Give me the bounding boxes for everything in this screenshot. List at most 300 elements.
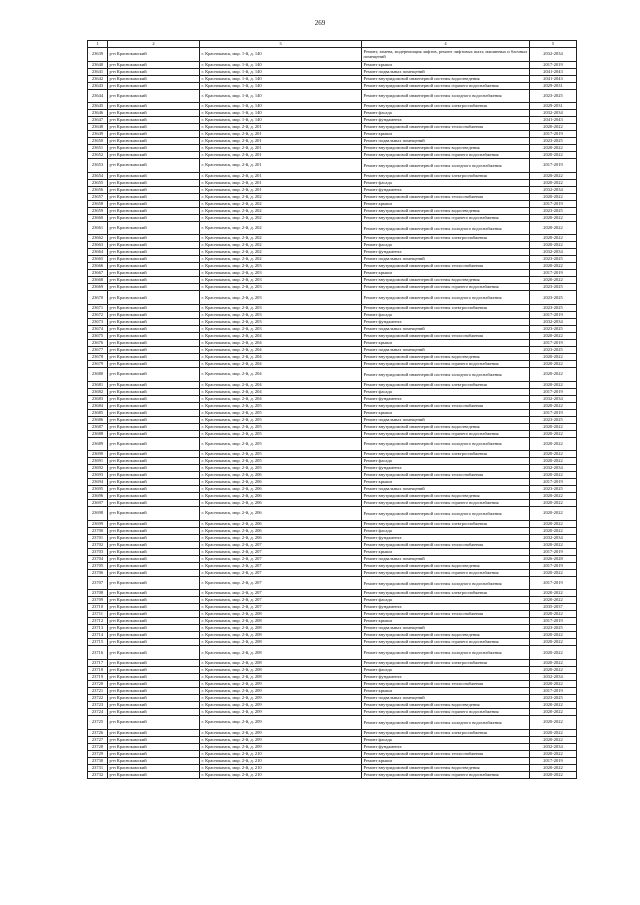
table-row bbox=[88, 541, 577, 548]
address-cell: г. Краснокамск, мкр. 2-й, д. 202 bbox=[200, 221, 362, 235]
table-row bbox=[88, 339, 577, 346]
address-cell: г. Краснокамск, мкр. 2-й, д. 203 bbox=[200, 263, 362, 270]
address-cell: г. Краснокамск, мкр. 2-й, д. 208 bbox=[200, 625, 362, 632]
address-cell: г. Краснокамск, мкр. 2-й, д. 205 bbox=[200, 465, 362, 472]
address-cell: г. Краснокамск, мкр. 2-й, д. 204 bbox=[200, 381, 362, 388]
address-cell: г. Краснокамск, мкр. 2-й, д. 209 bbox=[200, 680, 362, 687]
table-row bbox=[88, 576, 577, 590]
address-cell: г. Краснокамск, мкр. 2-й, д. 207 bbox=[200, 590, 362, 597]
page-number: 269 bbox=[314, 19, 326, 27]
work-type-cell: Ремонт внутридомовой инженерной системы водоотведения bbox=[362, 764, 530, 771]
district-cell: р-н Краснокамский bbox=[108, 242, 200, 249]
district-cell: р-н Краснокамский bbox=[108, 736, 200, 743]
period-cell: 2020-2022 bbox=[530, 172, 577, 179]
work-type-cell: Ремонт внутридомовой инженерной системы горячего водоснабжения bbox=[362, 708, 530, 715]
address-cell: г. Краснокамск, мкр. 2-й, д. 206 bbox=[200, 472, 362, 479]
district-cell: р-н Краснокамский bbox=[108, 437, 200, 451]
table-row bbox=[88, 708, 577, 715]
table-row bbox=[88, 117, 577, 124]
row-id: 23683 bbox=[88, 395, 108, 402]
table-row bbox=[88, 604, 577, 611]
district-cell: р-н Краснокамский bbox=[108, 534, 200, 541]
work-type-cell: Ремонт фасада bbox=[362, 110, 530, 117]
address-cell: г. Краснокамск, мкр. 2-й, д. 205 bbox=[200, 416, 362, 423]
period-cell: 2020-2022 bbox=[530, 611, 577, 618]
address-cell: г. Краснокамск, мкр. 2-й, д. 204 bbox=[200, 332, 362, 339]
period-cell: 2020-2022 bbox=[530, 729, 577, 736]
row-id: 23694 bbox=[88, 479, 108, 486]
district-cell: р-н Краснокамский bbox=[108, 729, 200, 736]
work-type-cell: Ремонт внутридомовой инженерной системы электроснабжения bbox=[362, 103, 530, 110]
period-cell: 2017-2019 bbox=[530, 757, 577, 764]
district-cell: р-н Краснокамский bbox=[108, 715, 200, 729]
district-cell: р-н Краснокамский bbox=[108, 103, 200, 110]
address-cell: г. Краснокамск, мкр. 2-й, д. 208 bbox=[200, 632, 362, 639]
district-cell: р-н Краснокамский bbox=[108, 409, 200, 416]
table-row bbox=[88, 618, 577, 625]
work-type-cell: Ремонт внутридомовой инженерной системы электроснабжения bbox=[362, 304, 530, 311]
table-row bbox=[88, 507, 577, 521]
address-cell: г. Краснокамск, мкр. 1-й, д. 140 bbox=[200, 103, 362, 110]
district-cell: р-н Краснокамский bbox=[108, 694, 200, 701]
period-cell: 2020-2022 bbox=[530, 569, 577, 576]
period-cell: 2023-2025 bbox=[530, 291, 577, 305]
district-cell: р-н Краснокамский bbox=[108, 346, 200, 353]
period-cell: 2020-2022 bbox=[530, 423, 577, 430]
work-type-cell: Ремонт фундамента bbox=[362, 249, 530, 256]
address-cell: г. Краснокамск, мкр. 2-й, д. 201 bbox=[200, 152, 362, 159]
period-cell: 2020-2022 bbox=[530, 659, 577, 666]
address-cell: г. Краснокамск, мкр. 2-й, д. 201 bbox=[200, 124, 362, 131]
district-cell: р-н Краснокамский bbox=[108, 263, 200, 270]
row-id: 23726 bbox=[88, 729, 108, 736]
table-row bbox=[88, 694, 577, 701]
address-cell: г. Краснокамск, мкр. 2-й, д. 209 bbox=[200, 729, 362, 736]
work-type-cell: Ремонт подвальных помещений bbox=[362, 325, 530, 332]
row-id: 23680 bbox=[88, 367, 108, 381]
address-cell: г. Краснокамск, мкр. 2-й, д. 206 bbox=[200, 527, 362, 534]
address-cell: г. Краснокамск, мкр. 2-й, д. 205 bbox=[200, 458, 362, 465]
table-row bbox=[88, 353, 577, 360]
district-cell: р-н Краснокамский bbox=[108, 353, 200, 360]
address-cell: г. Краснокамск, мкр. 2-й, д. 208 bbox=[200, 659, 362, 666]
work-type-cell: Ремонт внутридомовой инженерной системы холодного водоснабжения bbox=[362, 367, 530, 381]
period-cell: 2017-2019 bbox=[530, 131, 577, 138]
address-cell: г. Краснокамск, мкр. 2-й, д. 208 bbox=[200, 611, 362, 618]
table-row bbox=[88, 590, 577, 597]
period-cell: 2017-2019 bbox=[530, 618, 577, 625]
district-cell: р-н Краснокамский bbox=[108, 339, 200, 346]
row-id: 23666 bbox=[88, 263, 108, 270]
address-cell: г. Краснокамск, мкр. 2-й, д. 205 bbox=[200, 430, 362, 437]
row-id: 23711 bbox=[88, 611, 108, 618]
period-cell: 2041-2043 bbox=[530, 68, 577, 75]
row-id: 23706 bbox=[88, 569, 108, 576]
table-row bbox=[88, 729, 577, 736]
period-cell: 2032-2034 bbox=[530, 48, 577, 62]
row-id: 23642 bbox=[88, 75, 108, 82]
work-type-cell: Ремонт фундамента bbox=[362, 395, 530, 402]
district-cell: р-н Краснокамский bbox=[108, 381, 200, 388]
row-id: 23679 bbox=[88, 360, 108, 367]
work-type-cell: Ремонт внутридомовой инженерной системы холодного водоснабжения bbox=[362, 89, 530, 103]
address-cell: г. Краснокамск, мкр. 2-й, д. 202 bbox=[200, 214, 362, 221]
district-cell: р-н Краснокамский bbox=[108, 249, 200, 256]
period-cell: 2020-2022 bbox=[530, 381, 577, 388]
work-type-cell: Ремонт крыши bbox=[362, 687, 530, 694]
district-cell: р-н Краснокамский bbox=[108, 625, 200, 632]
district-cell: р-н Краснокамский bbox=[108, 555, 200, 562]
address-cell: г. Краснокамск, мкр. 2-й, д. 201 bbox=[200, 131, 362, 138]
work-type-cell: Ремонт фасада bbox=[362, 527, 530, 534]
table-header bbox=[88, 41, 577, 48]
table-row bbox=[88, 715, 577, 729]
row-id: 23716 bbox=[88, 646, 108, 660]
address-cell: г. Краснокамск, мкр. 2-й, д. 208 bbox=[200, 646, 362, 660]
address-cell: г. Краснокамск, мкр. 2-й, д. 209 bbox=[200, 701, 362, 708]
work-type-cell: Ремонт подвальных помещений bbox=[362, 138, 530, 145]
work-type-cell: Ремонт фундамента bbox=[362, 534, 530, 541]
row-id: 23648 bbox=[88, 124, 108, 131]
work-type-cell: Ремонт внутридомовой инженерной системы теплоснабжения bbox=[362, 193, 530, 200]
address-cell: г. Краснокамск, мкр. 2-й, д. 207 bbox=[200, 562, 362, 569]
column-header: 3 bbox=[200, 41, 362, 48]
district-cell: р-н Краснокамский bbox=[108, 172, 200, 179]
row-id: 23667 bbox=[88, 270, 108, 277]
period-cell: 2020-2022 bbox=[530, 458, 577, 465]
row-id: 23645 bbox=[88, 103, 108, 110]
table-row bbox=[88, 68, 577, 75]
address-cell: г. Краснокамск, мкр. 2-й, д. 207 bbox=[200, 604, 362, 611]
district-cell: р-н Краснокамский bbox=[108, 590, 200, 597]
address-cell: г. Краснокамск, мкр. 2-й, д. 202 bbox=[200, 235, 362, 242]
row-id: 23697 bbox=[88, 500, 108, 507]
table-row bbox=[88, 159, 577, 173]
row-id: 23705 bbox=[88, 562, 108, 569]
row-id: 23644 bbox=[88, 89, 108, 103]
address-cell: г. Краснокамск, мкр. 2-й, д. 208 bbox=[200, 666, 362, 673]
work-type-cell: Ремонт крыши bbox=[362, 61, 530, 68]
period-cell: 2017-2019 bbox=[530, 339, 577, 346]
address-cell: г. Краснокамск, мкр. 2-й, д. 209 bbox=[200, 708, 362, 715]
district-cell: р-н Краснокамский bbox=[108, 507, 200, 521]
district-cell: р-н Краснокамский bbox=[108, 659, 200, 666]
table-row bbox=[88, 256, 577, 263]
row-id: 23659 bbox=[88, 207, 108, 214]
work-type-cell: Ремонт внутридомовой инженерной системы теплоснабжения bbox=[362, 263, 530, 270]
address-cell: г. Краснокамск, мкр. 1-й, д. 140 bbox=[200, 48, 362, 62]
work-type-cell: Ремонт внутридомовой инженерной системы водоотведения bbox=[362, 145, 530, 152]
period-cell: 2029-2031 bbox=[530, 103, 577, 110]
table-row bbox=[88, 597, 577, 604]
row-id: 23720 bbox=[88, 680, 108, 687]
period-cell: 2020-2022 bbox=[530, 402, 577, 409]
period-cell: 2023-2025 bbox=[530, 416, 577, 423]
work-type-cell: Ремонт фундамента bbox=[362, 318, 530, 325]
period-cell: 2026-2028 bbox=[530, 555, 577, 562]
district-cell: р-н Краснокамский bbox=[108, 604, 200, 611]
period-cell: 2020-2022 bbox=[530, 701, 577, 708]
period-cell: 2023-2025 bbox=[530, 325, 577, 332]
row-id: 23696 bbox=[88, 493, 108, 500]
work-type-cell: Ремонт фундамента bbox=[362, 673, 530, 680]
row-id: 23700 bbox=[88, 527, 108, 534]
row-id: 23724 bbox=[88, 708, 108, 715]
work-type-cell: Ремонт внутридомовой инженерной системы теплоснабжения bbox=[362, 402, 530, 409]
district-cell: р-н Краснокамский bbox=[108, 764, 200, 771]
district-cell: р-н Краснокамский bbox=[108, 687, 200, 694]
address-cell: г. Краснокамск, мкр. 2-й, д. 201 bbox=[200, 172, 362, 179]
period-cell: 2023-2025 bbox=[530, 256, 577, 263]
period-cell: 2032-2034 bbox=[530, 534, 577, 541]
row-id: 23641 bbox=[88, 68, 108, 75]
row-id: 23695 bbox=[88, 486, 108, 493]
work-type-cell: Ремонт внутридомовой инженерной системы электроснабжения bbox=[362, 590, 530, 597]
row-id: 23692 bbox=[88, 465, 108, 472]
work-type-cell: Ремонт подвальных помещений bbox=[362, 68, 530, 75]
address-cell: г. Краснокамск, мкр. 2-й, д. 209 bbox=[200, 694, 362, 701]
period-cell: 2020-2022 bbox=[530, 597, 577, 604]
district-cell: р-н Краснокамский bbox=[108, 367, 200, 381]
district-cell: р-н Краснокамский bbox=[108, 61, 200, 68]
address-cell: г. Краснокамск, мкр. 2-й, д. 204 bbox=[200, 339, 362, 346]
work-type-cell: Ремонт внутридомовой инженерной системы водоотведения bbox=[362, 75, 530, 82]
period-cell: 2032-2034 bbox=[530, 249, 577, 256]
work-type-cell: Ремонт внутридомовой инженерной системы теплоснабжения bbox=[362, 332, 530, 339]
row-id: 23718 bbox=[88, 666, 108, 673]
work-type-cell: Ремонт внутридомовой инженерной системы горячего водоснабжения bbox=[362, 771, 530, 778]
table-row bbox=[88, 131, 577, 138]
period-cell: 2017-2019 bbox=[530, 687, 577, 694]
district-cell: р-н Краснокамский bbox=[108, 666, 200, 673]
row-id: 23713 bbox=[88, 625, 108, 632]
address-cell: г. Краснокамск, мкр. 2-й, д. 203 bbox=[200, 311, 362, 318]
period-cell: 2020-2022 bbox=[530, 680, 577, 687]
row-id: 23707 bbox=[88, 576, 108, 590]
work-type-cell: Ремонт фасада bbox=[362, 311, 530, 318]
table-row bbox=[88, 666, 577, 673]
period-cell: 2023-2025 bbox=[530, 207, 577, 214]
district-cell: р-н Краснокамский bbox=[108, 332, 200, 339]
work-type-cell: Ремонт внутридомовой инженерной системы водоотведения bbox=[362, 277, 530, 284]
work-type-cell: Ремонт внутридомовой инженерной системы холодного водоснабжения bbox=[362, 576, 530, 590]
row-id: 23670 bbox=[88, 291, 108, 305]
period-cell: 2020-2022 bbox=[530, 507, 577, 521]
period-cell: 2020-2022 bbox=[530, 145, 577, 152]
table-row bbox=[88, 284, 577, 291]
district-cell: р-н Краснокамский bbox=[108, 423, 200, 430]
row-id: 23712 bbox=[88, 618, 108, 625]
period-cell: 2023-2025 bbox=[530, 625, 577, 632]
period-cell: 2020-2022 bbox=[530, 367, 577, 381]
period-cell: 2035-2037 bbox=[530, 604, 577, 611]
row-id: 23658 bbox=[88, 200, 108, 207]
address-cell: г. Краснокамск, мкр. 2-й, д. 207 bbox=[200, 569, 362, 576]
work-type-cell: Ремонт крыши bbox=[362, 409, 530, 416]
address-cell: г. Краснокамск, мкр. 2-й, д. 206 bbox=[200, 534, 362, 541]
table-row bbox=[88, 263, 577, 270]
work-type-cell: Ремонт фасада bbox=[362, 736, 530, 743]
address-cell: г. Краснокамск, мкр. 2-й, д. 206 bbox=[200, 520, 362, 527]
period-cell: 2020-2022 bbox=[530, 430, 577, 437]
address-cell: г. Краснокамск, мкр. 2-й, д. 201 bbox=[200, 179, 362, 186]
address-cell: г. Краснокамск, мкр. 2-й, д. 202 bbox=[200, 193, 362, 200]
work-type-cell: Ремонт фундамента bbox=[362, 186, 530, 193]
district-cell: р-н Краснокамский bbox=[108, 360, 200, 367]
table-row bbox=[88, 430, 577, 437]
table-row bbox=[88, 172, 577, 179]
work-type-cell: Ремонт фундамента bbox=[362, 743, 530, 750]
address-cell: г. Краснокамск, мкр. 2-й, д. 203 bbox=[200, 318, 362, 325]
row-id: 23688 bbox=[88, 430, 108, 437]
row-id: 23699 bbox=[88, 520, 108, 527]
district-cell: р-н Краснокамский bbox=[108, 569, 200, 576]
district-cell: р-н Краснокамский bbox=[108, 430, 200, 437]
district-cell: р-н Краснокамский bbox=[108, 48, 200, 62]
work-type-cell: Ремонт внутридомовой инженерной системы холодного водоснабжения bbox=[362, 159, 530, 173]
work-type-cell: Ремонт внутридомовой инженерной системы электроснабжения bbox=[362, 520, 530, 527]
work-type-cell: Ремонт фасада bbox=[362, 597, 530, 604]
work-type-cell: Ремонт крыши bbox=[362, 200, 530, 207]
address-cell: г. Краснокамск, мкр. 2-й, д. 206 bbox=[200, 500, 362, 507]
row-id: 23681 bbox=[88, 381, 108, 388]
work-type-cell: Ремонт подвальных помещений bbox=[362, 416, 530, 423]
table-body bbox=[88, 48, 577, 779]
period-cell: 2020-2022 bbox=[530, 493, 577, 500]
district-cell: р-н Краснокамский bbox=[108, 576, 200, 590]
address-cell: г. Краснокамск, мкр. 2-й, д. 206 bbox=[200, 507, 362, 521]
district-cell: р-н Краснокамский bbox=[108, 200, 200, 207]
work-type-cell: Ремонт фасада bbox=[362, 388, 530, 395]
work-type-cell: Ремонт внутридомовой инженерной системы теплоснабжения bbox=[362, 124, 530, 131]
row-id: 23709 bbox=[88, 597, 108, 604]
address-cell: г. Краснокамск, мкр. 2-й, д. 204 bbox=[200, 367, 362, 381]
period-cell: 2017-2019 bbox=[530, 562, 577, 569]
work-type-cell: Ремонт подвальных помещений bbox=[362, 555, 530, 562]
work-type-cell: Ремонт внутридомовой инженерной системы электроснабжения bbox=[362, 451, 530, 458]
row-id: 23691 bbox=[88, 458, 108, 465]
district-cell: р-н Краснокамский bbox=[108, 632, 200, 639]
row-id: 23653 bbox=[88, 159, 108, 173]
column-header: 4 bbox=[362, 41, 530, 48]
work-type-cell: Ремонт фасада bbox=[362, 179, 530, 186]
table-row bbox=[88, 138, 577, 145]
district-cell: р-н Краснокамский bbox=[108, 527, 200, 534]
work-type-cell: Ремонт фасада bbox=[362, 666, 530, 673]
period-cell: 2020-2022 bbox=[530, 152, 577, 159]
row-id: 23652 bbox=[88, 152, 108, 159]
address-cell: г. Краснокамск, мкр. 1-й, д. 140 bbox=[200, 89, 362, 103]
row-id: 23723 bbox=[88, 701, 108, 708]
column-header: 5 bbox=[530, 41, 577, 48]
table-row bbox=[88, 402, 577, 409]
district-cell: р-н Краснокамский bbox=[108, 221, 200, 235]
work-type-cell: Ремонт крыши bbox=[362, 270, 530, 277]
table-row bbox=[88, 750, 577, 757]
table-row bbox=[88, 249, 577, 256]
district-cell: р-н Краснокамский bbox=[108, 639, 200, 646]
work-type-cell: Ремонт внутридомовой инженерной системы водоотведения bbox=[362, 207, 530, 214]
address-cell: г. Краснокамск, мкр. 2-й, д. 205 bbox=[200, 423, 362, 430]
row-id: 23693 bbox=[88, 472, 108, 479]
table-row bbox=[88, 639, 577, 646]
table-row bbox=[88, 527, 577, 534]
district-cell: р-н Краснокамский bbox=[108, 325, 200, 332]
work-type-cell: Ремонт подвальных помещений bbox=[362, 694, 530, 701]
district-cell: р-н Краснокамский bbox=[108, 82, 200, 89]
row-id: 23646 bbox=[88, 110, 108, 117]
row-id: 23650 bbox=[88, 138, 108, 145]
period-cell: 2020-2022 bbox=[530, 666, 577, 673]
table-row bbox=[88, 221, 577, 235]
work-type-cell: Ремонт внутридомовой инженерной системы горячего водоснабжения bbox=[362, 152, 530, 159]
row-id: 23662 bbox=[88, 235, 108, 242]
table-row bbox=[88, 214, 577, 221]
district-cell: р-н Краснокамский bbox=[108, 395, 200, 402]
table-row bbox=[88, 360, 577, 367]
period-cell: 2020-2022 bbox=[530, 193, 577, 200]
address-cell: г. Краснокамск, мкр. 2-й, д. 207 bbox=[200, 597, 362, 604]
row-id: 23727 bbox=[88, 736, 108, 743]
district-cell: р-н Краснокамский bbox=[108, 597, 200, 604]
district-cell: р-н Краснокамский bbox=[108, 179, 200, 186]
period-cell: 2020-2022 bbox=[530, 472, 577, 479]
period-cell: 2020-2022 bbox=[530, 353, 577, 360]
work-type-cell: Ремонт подвальных помещений bbox=[362, 256, 530, 263]
period-cell: 2017-2019 bbox=[530, 200, 577, 207]
district-cell: р-н Краснокамский bbox=[108, 68, 200, 75]
work-type-cell: Ремонт внутридомовой инженерной системы горячего водоснабжения bbox=[362, 430, 530, 437]
work-type-cell: Ремонт внутридомовой инженерной системы теплоснабжения bbox=[362, 750, 530, 757]
table-row bbox=[88, 771, 577, 778]
work-type-cell: Ремонт фундамента bbox=[362, 465, 530, 472]
district-cell: р-н Краснокамский bbox=[108, 673, 200, 680]
table-row bbox=[88, 207, 577, 214]
row-id: 23682 bbox=[88, 388, 108, 395]
address-cell: г. Краснокамск, мкр. 2-й, д. 206 bbox=[200, 479, 362, 486]
work-type-cell: Ремонт крыши bbox=[362, 548, 530, 555]
address-cell: г. Краснокамск, мкр. 2-й, д. 208 bbox=[200, 618, 362, 625]
work-type-cell: Ремонт внутридомовой инженерной системы электроснабжения bbox=[362, 235, 530, 242]
address-cell: г. Краснокамск, мкр. 2-й, д. 209 bbox=[200, 687, 362, 694]
work-type-cell: Ремонт крыши bbox=[362, 618, 530, 625]
period-cell: 2017-2019 bbox=[530, 409, 577, 416]
work-type-cell: Ремонт внутридомовой инженерной системы теплоснабжения bbox=[362, 611, 530, 618]
work-type-cell: Ремонт подвальных помещений bbox=[362, 346, 530, 353]
address-cell: г. Краснокамск, мкр. 2-й, д. 202 bbox=[200, 256, 362, 263]
district-cell: р-н Краснокамский bbox=[108, 235, 200, 242]
district-cell: р-н Краснокамский bbox=[108, 541, 200, 548]
table-row bbox=[88, 145, 577, 152]
row-id: 23639 bbox=[88, 48, 108, 62]
row-id: 23698 bbox=[88, 507, 108, 521]
work-type-cell: Ремонт внутридомовой инженерной системы горячего водоснабжения bbox=[362, 214, 530, 221]
address-cell: г. Краснокамск, мкр. 2-й, д. 209 bbox=[200, 736, 362, 743]
row-id: 23689 bbox=[88, 437, 108, 451]
table-row bbox=[88, 555, 577, 562]
period-cell: 2020-2022 bbox=[530, 708, 577, 715]
row-id: 23704 bbox=[88, 555, 108, 562]
work-type-cell: Ремонт внутридомовой инженерной системы электроснабжения bbox=[362, 381, 530, 388]
table-row bbox=[88, 103, 577, 110]
table-row bbox=[88, 486, 577, 493]
row-id: 23657 bbox=[88, 193, 108, 200]
address-cell: г. Краснокамск, мкр. 1-й, д. 140 bbox=[200, 117, 362, 124]
work-type-cell: Ремонт внутридомовой инженерной системы холодного водоснабжения bbox=[362, 221, 530, 235]
period-cell: 2020-2022 bbox=[530, 715, 577, 729]
table-row bbox=[88, 659, 577, 666]
row-id: 23655 bbox=[88, 179, 108, 186]
